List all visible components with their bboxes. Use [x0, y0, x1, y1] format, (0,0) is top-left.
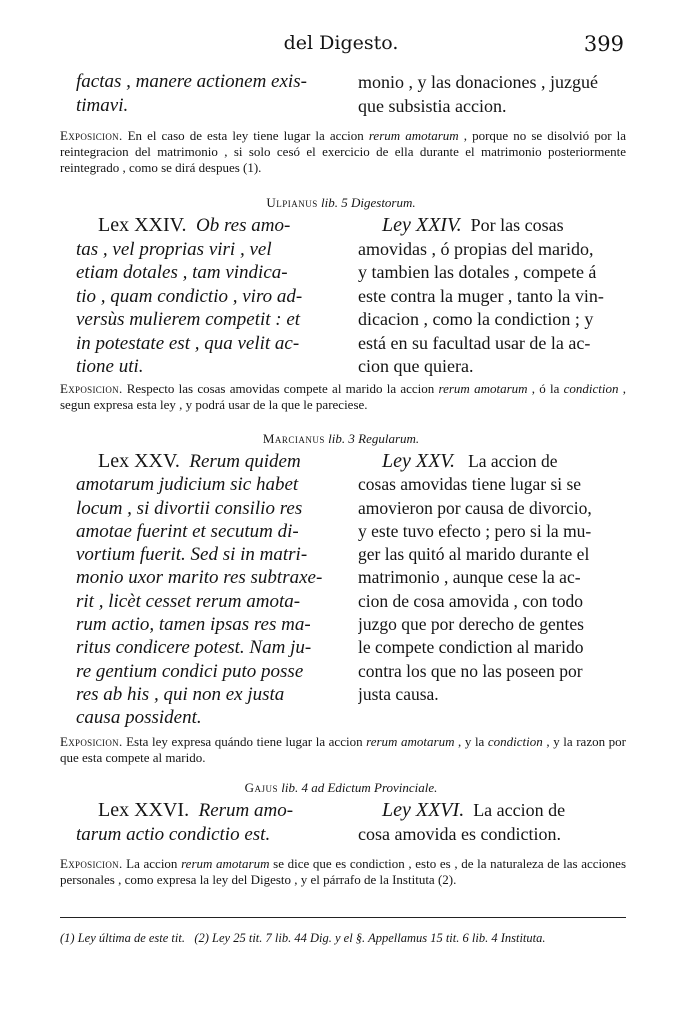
spanish-line: dicacion , como la condiction ; y — [358, 309, 594, 329]
spanish-line: y este tuvo efecto ; pero si la mu- — [358, 520, 592, 541]
exposition-text: , porque no se disolvió por la reintegracion del matrimonio , si solo cesó el exercicio de ella durante el matrimonio posteriormente reintegrado , como se dirá despues (1). — [60, 128, 626, 175]
spanish-line: cosa amovida es condiction. — [358, 823, 561, 844]
exposition-label: Exposicion. — [60, 734, 123, 749]
spanish-line: está en su facultad usar de la ac- — [358, 332, 591, 353]
spanish-fragment: La accion de — [473, 800, 566, 820]
page-number: 399 — [583, 32, 624, 56]
exposition-text: , segun expresa esta ley , y podrá usar de la que le pareciese. — [60, 381, 626, 412]
exposition-text: , y la razon por que esta compete al marido. — [60, 734, 626, 765]
exposition-text: Respecto las cosas amovidas compete al marido la accion — [122, 381, 439, 396]
source-work: lib. 5 Digestorum. — [317, 195, 416, 210]
exposition-label: Exposicion. — [60, 856, 123, 871]
spanish-line: que subsistia accion. — [358, 96, 507, 116]
latin-line — [76, 214, 342, 238]
exposition-text: La accion — [122, 856, 182, 871]
latin-line: tione uti. — [76, 356, 144, 377]
footnote-2: (2) Ley 25 tit. 7 lib. 44 Dig. y el §. Appellamus 15 tit. 6 lib. 4 Instituta. — [194, 931, 546, 945]
spanish-continuation — [358, 70, 624, 118]
footnote-divider — [60, 917, 626, 918]
exposition-text: , y la — [454, 734, 488, 749]
latin-line: locum , si divortii consilio res — [76, 497, 303, 519]
source-attribution-2 — [0, 431, 682, 447]
latin-line: amotae fuerint et secutum di- — [76, 520, 299, 542]
latin-text — [76, 214, 342, 379]
law-24 — [76, 214, 624, 379]
exposition-text: se dice que es condiction , esto es , de la naturaleza de las acciones personales , como expresa la ley del Digesto , y el párrafo de la Instituta (2). — [60, 856, 626, 887]
running-header: del Digesto. — [283, 32, 399, 54]
spanish-line: le compete condiction al marido — [358, 637, 584, 658]
source-work: lib. 4 ad Edictum Provinciale. — [277, 780, 438, 795]
spanish-line: juzgo que por derecho de gentes — [358, 614, 584, 635]
spanish-line: contra los que no las poseen por — [358, 660, 583, 681]
source-author: Marcianus — [262, 431, 325, 446]
law-number: Ley XXV. — [382, 450, 455, 472]
law-number: Ley XXIV. — [382, 214, 462, 236]
law-number: Lex XXV. — [98, 450, 180, 472]
exposition-label: Exposicion. — [60, 128, 123, 143]
latin-line: factas , manere actionem exis- — [76, 71, 307, 92]
latin-fragment: Ob res amo- — [196, 215, 291, 236]
latin-line: vortium fuerit. Sed si in matri- — [76, 544, 308, 566]
latin-line: timavi. — [76, 95, 129, 116]
spanish-line: matrimonio , aunque cese la ac- — [358, 567, 581, 588]
exposition-text: En el caso de esta ley tiene lugar la accion — [122, 128, 369, 143]
law-number: Lex XXIV. — [98, 214, 187, 236]
law-number: Ley XXVI. — [382, 799, 465, 821]
latin-text — [76, 799, 342, 846]
exposition-italic: rerum amotarum — [438, 381, 528, 396]
exposition-4 — [60, 856, 626, 888]
exposition-2 — [60, 381, 626, 413]
exposition-italic: rerum amotarum — [181, 856, 270, 871]
spanish-fragment: La accion de — [468, 451, 558, 471]
latin-text — [76, 450, 342, 730]
source-author: Gajus — [244, 780, 278, 795]
latin-line: ritus condicere potest. Nam ju- — [76, 637, 312, 659]
spanish-line: amovidas , ó propias del marido, — [358, 238, 594, 259]
spanish-line: cion que quiera. — [358, 356, 474, 376]
exposition-label: Exposicion. — [60, 381, 123, 396]
latin-fragment: Rerum quidem — [189, 451, 301, 472]
footnote-1: (1) Ley última de este tit. — [60, 931, 185, 945]
spanish-line: cion de cosa amovida , con todo — [358, 590, 584, 611]
spanish-line — [358, 450, 624, 473]
law-25 — [76, 450, 624, 730]
spanish-line: y tambien las dotales , compete á — [358, 262, 597, 282]
exposition-italic: condiction — [487, 734, 543, 749]
latin-line: etiam dotales , tam vindica- — [76, 262, 288, 283]
latin-line: amotarum judicium sic habet — [76, 474, 299, 496]
spanish-line: ger las quitó al marido durante el — [358, 544, 590, 565]
latin-line: tarum actio condictio est. — [76, 823, 271, 845]
exposition-italic: condiction — [563, 381, 619, 396]
source-author: Ulpianus — [266, 195, 318, 210]
spanish-fragment: Por las cosas — [470, 215, 564, 235]
law-number: Lex XXVI. — [98, 799, 190, 821]
latin-fragment: Rerum amo- — [198, 800, 294, 821]
spanish-line — [358, 799, 624, 823]
latin-line: monio uxor marito res subtraxe- — [76, 567, 323, 589]
exposition-italic: rerum amotarum — [368, 128, 459, 143]
latin-line: versùs mulierem competit : et — [76, 309, 301, 330]
latin-line: rum actio, tamen ipsas res ma- — [76, 614, 311, 636]
spanish-line: este contra la muger , tanto la vin- — [358, 285, 604, 306]
source-attribution-3 — [0, 780, 682, 796]
source-attribution-1 — [0, 195, 682, 211]
latin-line: tas , vel proprias viri , vel — [76, 238, 272, 260]
latin-line: causa possident. — [76, 707, 202, 729]
latin-line: tio , quam condictio , viro ad- — [76, 285, 303, 307]
latin-line — [76, 450, 342, 473]
exposition-3 — [60, 734, 626, 766]
source-work: lib. 3 Regularum. — [324, 431, 420, 446]
spanish-line: monio , y las donaciones , juzgué — [358, 72, 598, 92]
continuation-block — [76, 70, 624, 118]
spanish-text — [358, 214, 624, 379]
exposition-1 — [60, 128, 626, 176]
spanish-line: justa causa. — [358, 683, 439, 704]
exposition-text: , ó la — [527, 381, 564, 396]
exposition-text: Esta ley expresa quándo tiene lugar la accion — [122, 734, 367, 749]
spanish-line — [358, 214, 624, 238]
spanish-line: amovieron por causa de divorcio, — [358, 497, 592, 518]
spanish-line: cosas amovidas tiene lugar si se — [358, 474, 582, 495]
footnotes — [60, 930, 626, 947]
latin-line: in potestate est , qua velit ac- — [76, 332, 300, 354]
law-26 — [76, 799, 624, 846]
latin-line: rit , licèt cesset rerum amota- — [76, 590, 301, 612]
exposition-italic: rerum amotarum — [366, 734, 455, 749]
latin-line: res ab his , qui non ex justa — [76, 683, 285, 705]
spanish-text — [358, 799, 624, 846]
spanish-text — [358, 450, 624, 730]
latin-line — [76, 799, 342, 823]
latin-line: re gentium condici puto posse — [76, 660, 304, 682]
latin-continuation — [76, 70, 342, 118]
